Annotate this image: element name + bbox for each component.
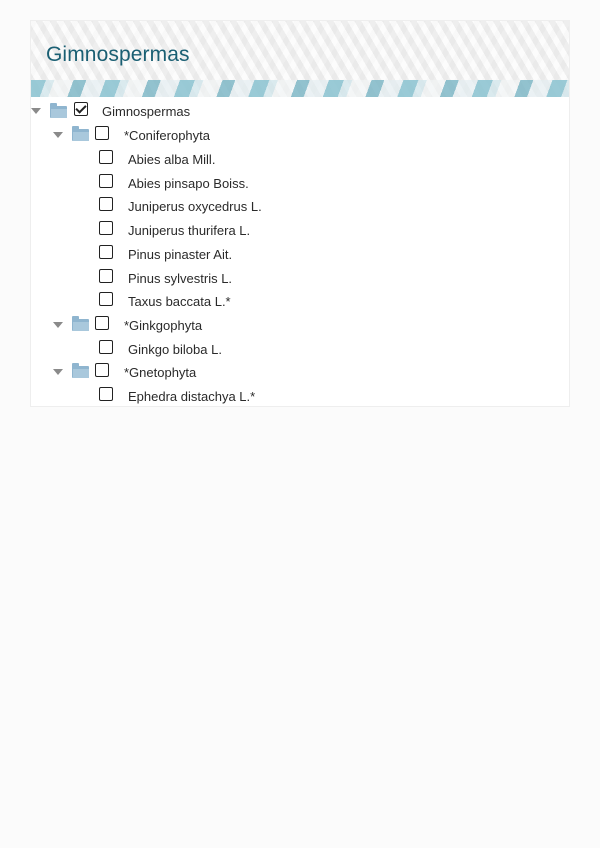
group-checkbox[interactable] bbox=[95, 316, 109, 330]
tree-node-label[interactable]: *Gnetophyta bbox=[124, 365, 197, 380]
leaf-checkbox[interactable] bbox=[99, 340, 113, 354]
leaf-checkbox[interactable] bbox=[99, 197, 113, 211]
tree-leaf-label[interactable]: Pinus sylvestris L. bbox=[128, 271, 233, 286]
header-decoration bbox=[31, 80, 569, 97]
expand-arrow-icon[interactable] bbox=[53, 322, 63, 328]
expand-arrow-icon[interactable] bbox=[53, 369, 63, 375]
group-checkbox[interactable] bbox=[95, 363, 109, 377]
tree-node-label[interactable]: *Coniferophyta bbox=[124, 128, 210, 143]
group-checkbox[interactable] bbox=[95, 126, 109, 140]
tree-leaf-label[interactable]: Pinus pinaster Ait. bbox=[128, 247, 233, 262]
folder-icon bbox=[72, 129, 89, 141]
leaf-checkbox[interactable] bbox=[99, 245, 113, 259]
tree-leaf-label[interactable]: Abies pinsapo Boiss. bbox=[128, 176, 249, 191]
expand-arrow-icon[interactable] bbox=[31, 108, 41, 114]
leaf-checkbox[interactable] bbox=[99, 387, 113, 401]
page-title: Gimnospermas bbox=[46, 43, 190, 66]
leaf-checkbox[interactable] bbox=[99, 221, 113, 235]
folder-icon bbox=[50, 106, 67, 118]
folder-icon bbox=[72, 319, 89, 331]
expand-arrow-icon[interactable] bbox=[53, 132, 63, 138]
tree-node-label[interactable]: *Ginkgophyta bbox=[124, 318, 203, 333]
leaf-checkbox[interactable] bbox=[99, 150, 113, 164]
tree-leaf-label[interactable]: Ephedra distachya L.* bbox=[128, 389, 256, 404]
tree-leaf-label[interactable]: Juniperus oxycedrus L. bbox=[128, 199, 262, 214]
leaf-checkbox[interactable] bbox=[99, 174, 113, 188]
tree-leaf-label[interactable]: Abies alba Mill. bbox=[128, 152, 216, 167]
tree-node-label[interactable]: Gimnospermas bbox=[102, 104, 191, 119]
leaf-checkbox[interactable] bbox=[99, 269, 113, 283]
folder-icon bbox=[72, 366, 89, 378]
tree-leaf-label[interactable]: Ginkgo biloba L. bbox=[128, 342, 222, 357]
root-checkbox[interactable] bbox=[74, 102, 88, 116]
tree-leaf-label[interactable]: Juniperus thurifera L. bbox=[128, 223, 251, 238]
leaf-checkbox[interactable] bbox=[99, 292, 113, 306]
tree-leaf-label[interactable]: Taxus baccata L.* bbox=[128, 294, 231, 309]
panel-header bbox=[31, 21, 569, 97]
tree-panel bbox=[30, 20, 570, 407]
